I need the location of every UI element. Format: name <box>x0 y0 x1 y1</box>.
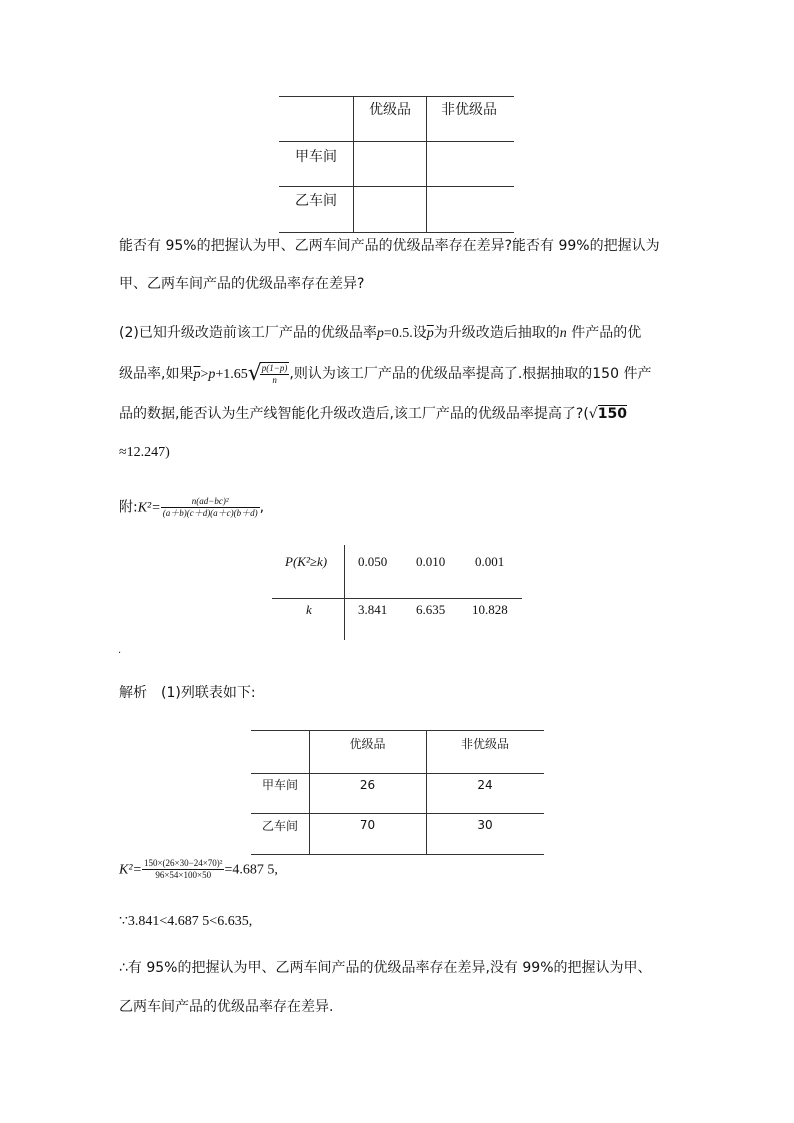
row-label: 甲车间 <box>295 149 337 165</box>
table-cell: 3.841 <box>358 602 388 617</box>
table-rule <box>279 141 514 142</box>
analysis-heading: 解析 (1)列联表如下: <box>119 685 256 701</box>
table-rule <box>353 96 354 233</box>
table-rule <box>426 96 427 233</box>
contingency-table-blank <box>279 96 514 233</box>
question-text: 能否有 95%的把握认为甲、乙两车间产品的优级品率存在差异?能否有 99%的把握认为 <box>119 238 660 254</box>
row-label: 乙车间 <box>295 193 337 209</box>
header-cell: 优级品 <box>349 737 386 751</box>
sqrt-sign-icon: √ <box>247 361 262 386</box>
critical-value-table <box>272 545 522 640</box>
p-bar-symbol: $\overline{p}$ <box>426 326 434 341</box>
row-label: P(K²≥k) <box>285 554 328 569</box>
conclusion-text: 乙两车间产品的优级品率存在差异. <box>119 999 334 1015</box>
question-2-line: 品的数据,能否认为生产线智能化升级改造后,该工厂产品的优级品率提高了?(√150 <box>119 406 627 422</box>
row-label: 乙车间 <box>261 819 298 833</box>
table-rule <box>272 598 522 599</box>
question-text: 甲、乙两车间产品的优级品率存在差异? <box>119 276 365 292</box>
table-rule <box>251 773 544 774</box>
k2-formula: 附:K²= $\frac{\text{n(ad−bc)²}}{(a+b)(c+d)(a+c)(b+d)}$ , <box>119 496 265 518</box>
row-label: k <box>306 602 312 617</box>
contingency-table-filled <box>251 730 544 855</box>
header-cell: 非优级品 <box>441 102 497 118</box>
table-cell: 0.010 <box>416 554 446 569</box>
p-bar-symbol: $\overline{p}$ <box>193 367 201 382</box>
table-rule <box>279 96 514 97</box>
stray-dot: . <box>118 645 122 656</box>
row-label: 甲车间 <box>261 778 298 792</box>
table-cell: 24 <box>477 778 493 792</box>
table-cell: 70 <box>359 818 376 832</box>
conclusion-text: ∴有 95%的把握认为甲、乙两车间产品的优级品率存在差异,没有 99%的把握认为甲、 <box>119 960 652 976</box>
header-cell: 优级品 <box>369 102 411 118</box>
table-rule <box>251 813 544 814</box>
table-rule <box>279 232 514 233</box>
table-cell: 6.635 <box>416 602 446 617</box>
k2-calculation: K²= $\frac{\text{150×(26×30−24×70)²}}{96\times 54\times 100\times 50}$ =4.687 5, <box>119 858 278 880</box>
sqrt-fraction: $\frac{p(1-p)}{n}$ <box>261 363 288 385</box>
table-cell: 26 <box>359 778 376 792</box>
question-2-line: (2)已知升级改造前该工厂产品的优级品率p=0.5.设$\overline{p}$为升级改造后抽取的n 件产品的优 <box>119 325 642 341</box>
table-rule <box>251 730 544 731</box>
header-cell: 非优级品 <box>460 737 509 751</box>
because-line: ∵3.841<4.687 5<6.635, <box>119 914 253 929</box>
table-rule <box>279 186 514 187</box>
table-cell: 10.828 <box>472 602 508 617</box>
sqrt-sign-icon: √ <box>588 406 598 422</box>
question-2-line: 级品率,如果$\overline{p}>p+1.65√$ $\frac{p(1-p)}{n}$ ,则认为该工厂产品的优级品率提高了.根据抽取的150 件产 <box>119 361 652 386</box>
question-2-line: ≈12.247) <box>119 445 170 460</box>
table-cell: 30 <box>477 818 493 832</box>
table-rule <box>344 545 345 640</box>
table-cell: 0.001 <box>475 554 505 569</box>
table-cell: 0.050 <box>358 554 388 569</box>
table-rule <box>251 854 544 855</box>
